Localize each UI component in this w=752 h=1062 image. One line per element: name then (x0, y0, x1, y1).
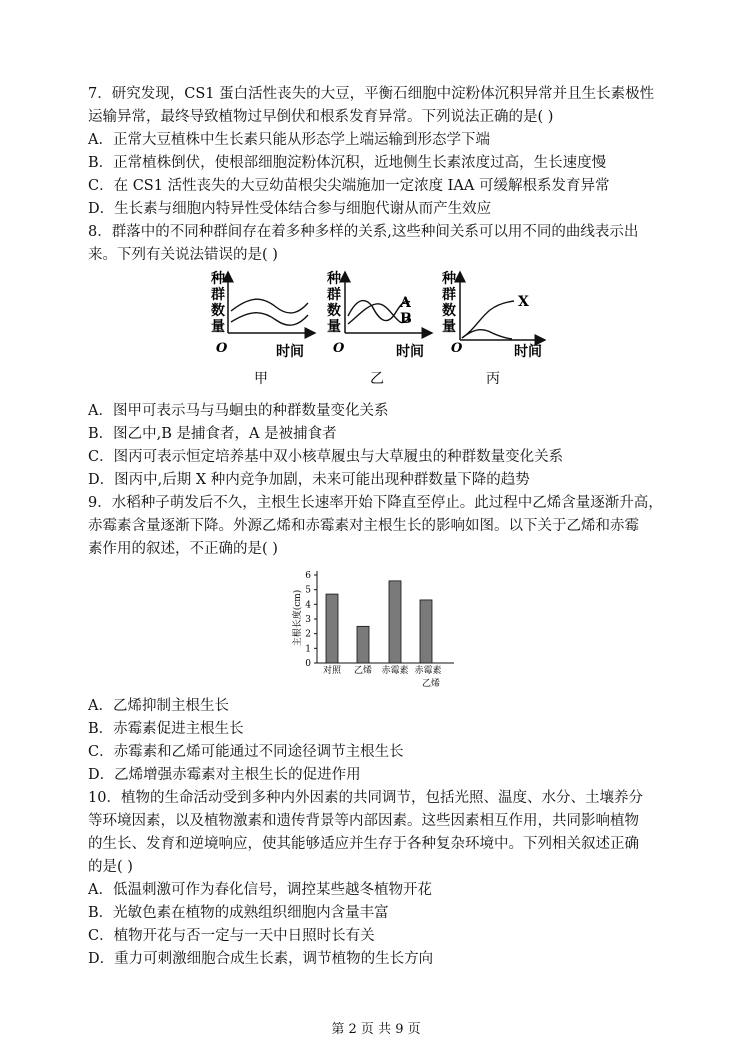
q10-stem-line-1: 10．植物的生命活动受到多种内外因素的共同调节，包括光照、温度、水分、土壤养分 (88, 790, 643, 806)
q7-option-c: C．在 CS1 活性丧失的大豆幼苗根尖尖端施加一定浓度 IAA 可缓解根系发育异常 (88, 178, 610, 194)
fig-yi-curve-b: B (400, 311, 412, 327)
q7-stem-line-2: 运输异常，最终导致植物过早倒伏和根系发育异常。下列说法正确的是( ) (88, 109, 554, 125)
q9-xlabel-3: 赤霉素 (414, 666, 442, 676)
fig-yi-ylabel-4: 量 (327, 319, 341, 335)
q9-xlabel-2: 赤霉素 (381, 666, 409, 676)
q7-option-b: B．正常植株倒伏，使根部细胞淀粉体沉积，近地侧生长素浓度过高，生长速度慢 (88, 155, 607, 171)
q9-ytick-label-5: 5 (305, 585, 311, 596)
fig-yi-xlabel: 时间 (396, 344, 424, 360)
page-footer: 第 2 页 共 9 页 (331, 1022, 421, 1037)
fig-jia-ylabel-4: 量 (211, 319, 225, 335)
q9-ylabel: 主根长度(cm) (293, 589, 303, 647)
fig-jia-origin: O (216, 341, 228, 356)
q9-option-a: A．乙烯抑制主根生长 (88, 698, 229, 714)
fig-bing (441, 270, 545, 387)
q10-option-c: C．植物开花与否一定与一天中日照时长有关 (88, 928, 375, 944)
fig-bing-ylabel-1: 种 (442, 271, 456, 287)
fig-bing-ylabel-2: 群 (442, 287, 456, 303)
fig-bing-origin: O (451, 341, 463, 356)
fig-bing-xlabel: 时间 (514, 344, 542, 360)
q8-option-b: B．图乙中,B 是捕食者，A 是被捕食者 (88, 426, 337, 442)
q8-option-d: D．图丙中,后期 X 种内竞争加剧，未来可能出现种群数量下降的趋势 (88, 472, 530, 488)
fig-yi-ylabel-3: 数 (327, 303, 341, 319)
q9-option-b: B．赤霉素促进主根生长 (88, 721, 244, 737)
fig-jia-label: 甲 (254, 371, 268, 387)
q10-stem-line-2: 等环境因素，以及植物激素和遗传背景等内部因素。这些因素相互作用，共同影响植物 (88, 813, 639, 829)
q9-stem-line-1: 9．水稻种子萌发后不久，主根生长速率开始下降直至停止。此过程中乙烯含量逐渐升高， (88, 495, 663, 511)
fig-bing-curve-x: X (518, 294, 529, 310)
q9-ytick-label-6: 6 (305, 571, 311, 581)
q7-stem-line-1: 7．研究发现，CS1 蛋白活性丧失的大豆，平衡石细胞中淀粉体沉积异常并且生长素极性 (88, 86, 655, 102)
fig-yi-ylabel-1: 种 (327, 271, 341, 287)
fig-jia-xlabel: 时间 (276, 344, 304, 360)
q9-ytick-label-2: 2 (305, 629, 311, 640)
fig-jia-ylabel-1: 种 (211, 271, 225, 287)
fig-jia (210, 270, 315, 387)
fig-yi-origin: O (333, 341, 345, 356)
q9-bar-3 (420, 600, 432, 663)
q10-option-a: A．低温刺激可作为春化信号，调控某些越冬植物开花 (88, 882, 432, 898)
q8-stem-line-1: 8．群落中的不同种群间存在着多种多样的关系,这些种间关系可以用不同的曲线表示出 (88, 224, 639, 240)
q9-bar-0 (326, 594, 338, 663)
q9-xlabel-0: 对照 (322, 666, 342, 676)
q9-chart (291, 571, 454, 689)
q10-option-d: D．重力可刺激细胞合成生长素，调节植物的生长方向 (88, 951, 434, 967)
q9-stem-line-3: 素作用的叙述，不正确的是( ) (88, 541, 278, 557)
q9-ytick-label-3: 3 (305, 615, 311, 625)
q9-ytick-label-1: 1 (305, 644, 311, 655)
fig-yi-curve-a: A (400, 295, 411, 311)
fig-bing-ylabel-3: 数 (442, 303, 456, 319)
q9-xlabel-1: 乙烯 (353, 666, 373, 676)
q10-stem-line-4: 的是( ) (88, 859, 133, 875)
q10-stem-line-3: 的生长、发育和逆境响应，使其能够适应并生存于各种复杂环境中。下列相关叙述正确 (88, 836, 639, 852)
fig-jia-ylabel-2: 群 (211, 287, 225, 303)
fig-yi-ylabel-2: 群 (327, 287, 341, 303)
q7-option-a: A．正常大豆植株中生长素只能从形态学上端运输到形态学下端 (88, 132, 490, 148)
q9-ytick-label-0: 0 (305, 659, 311, 669)
fig-jia-ylabel-3: 数 (211, 303, 225, 319)
q9-bar-2 (389, 581, 401, 663)
q8-stem-line-2: 来。下列有关说法错误的是( ) (88, 247, 278, 263)
q8-option-c: C．图丙可表示恒定培养基中双小核草履虫与大草履虫的种群数量变化关系 (88, 449, 564, 465)
fig-yi (326, 270, 432, 387)
fig-bing-label: 丙 (486, 371, 500, 387)
fig-yi-label: 乙 (370, 371, 384, 387)
q9-option-d: D．乙烯增强赤霉素对主根生长的促进作用 (88, 767, 361, 783)
q9-ytick-label-4: 4 (305, 600, 311, 611)
q10-option-b: B．光敏色素在植物的成熟组织细胞内含量丰富 (88, 905, 389, 921)
q9-bar-1 (357, 626, 369, 663)
q9-stem-line-2: 赤霉素含量逐渐下降。外源乙烯和赤霉素对主根生长的影响如图。以下关于乙烯和赤霉 (88, 518, 639, 534)
q7-option-d: D．生长素与细胞内特异性受体结合参与细胞代谢从而产生效应 (88, 201, 492, 217)
q9-option-c: C．赤霉素和乙烯可能通过不同途径调节主根生长 (88, 744, 404, 760)
q9-xlabel-4: 乙烯 (421, 679, 441, 689)
q8-option-a: A．图甲可表示马与马蛔虫的种群数量变化关系 (88, 403, 389, 419)
fig-bing-ylabel-4: 量 (442, 319, 456, 335)
